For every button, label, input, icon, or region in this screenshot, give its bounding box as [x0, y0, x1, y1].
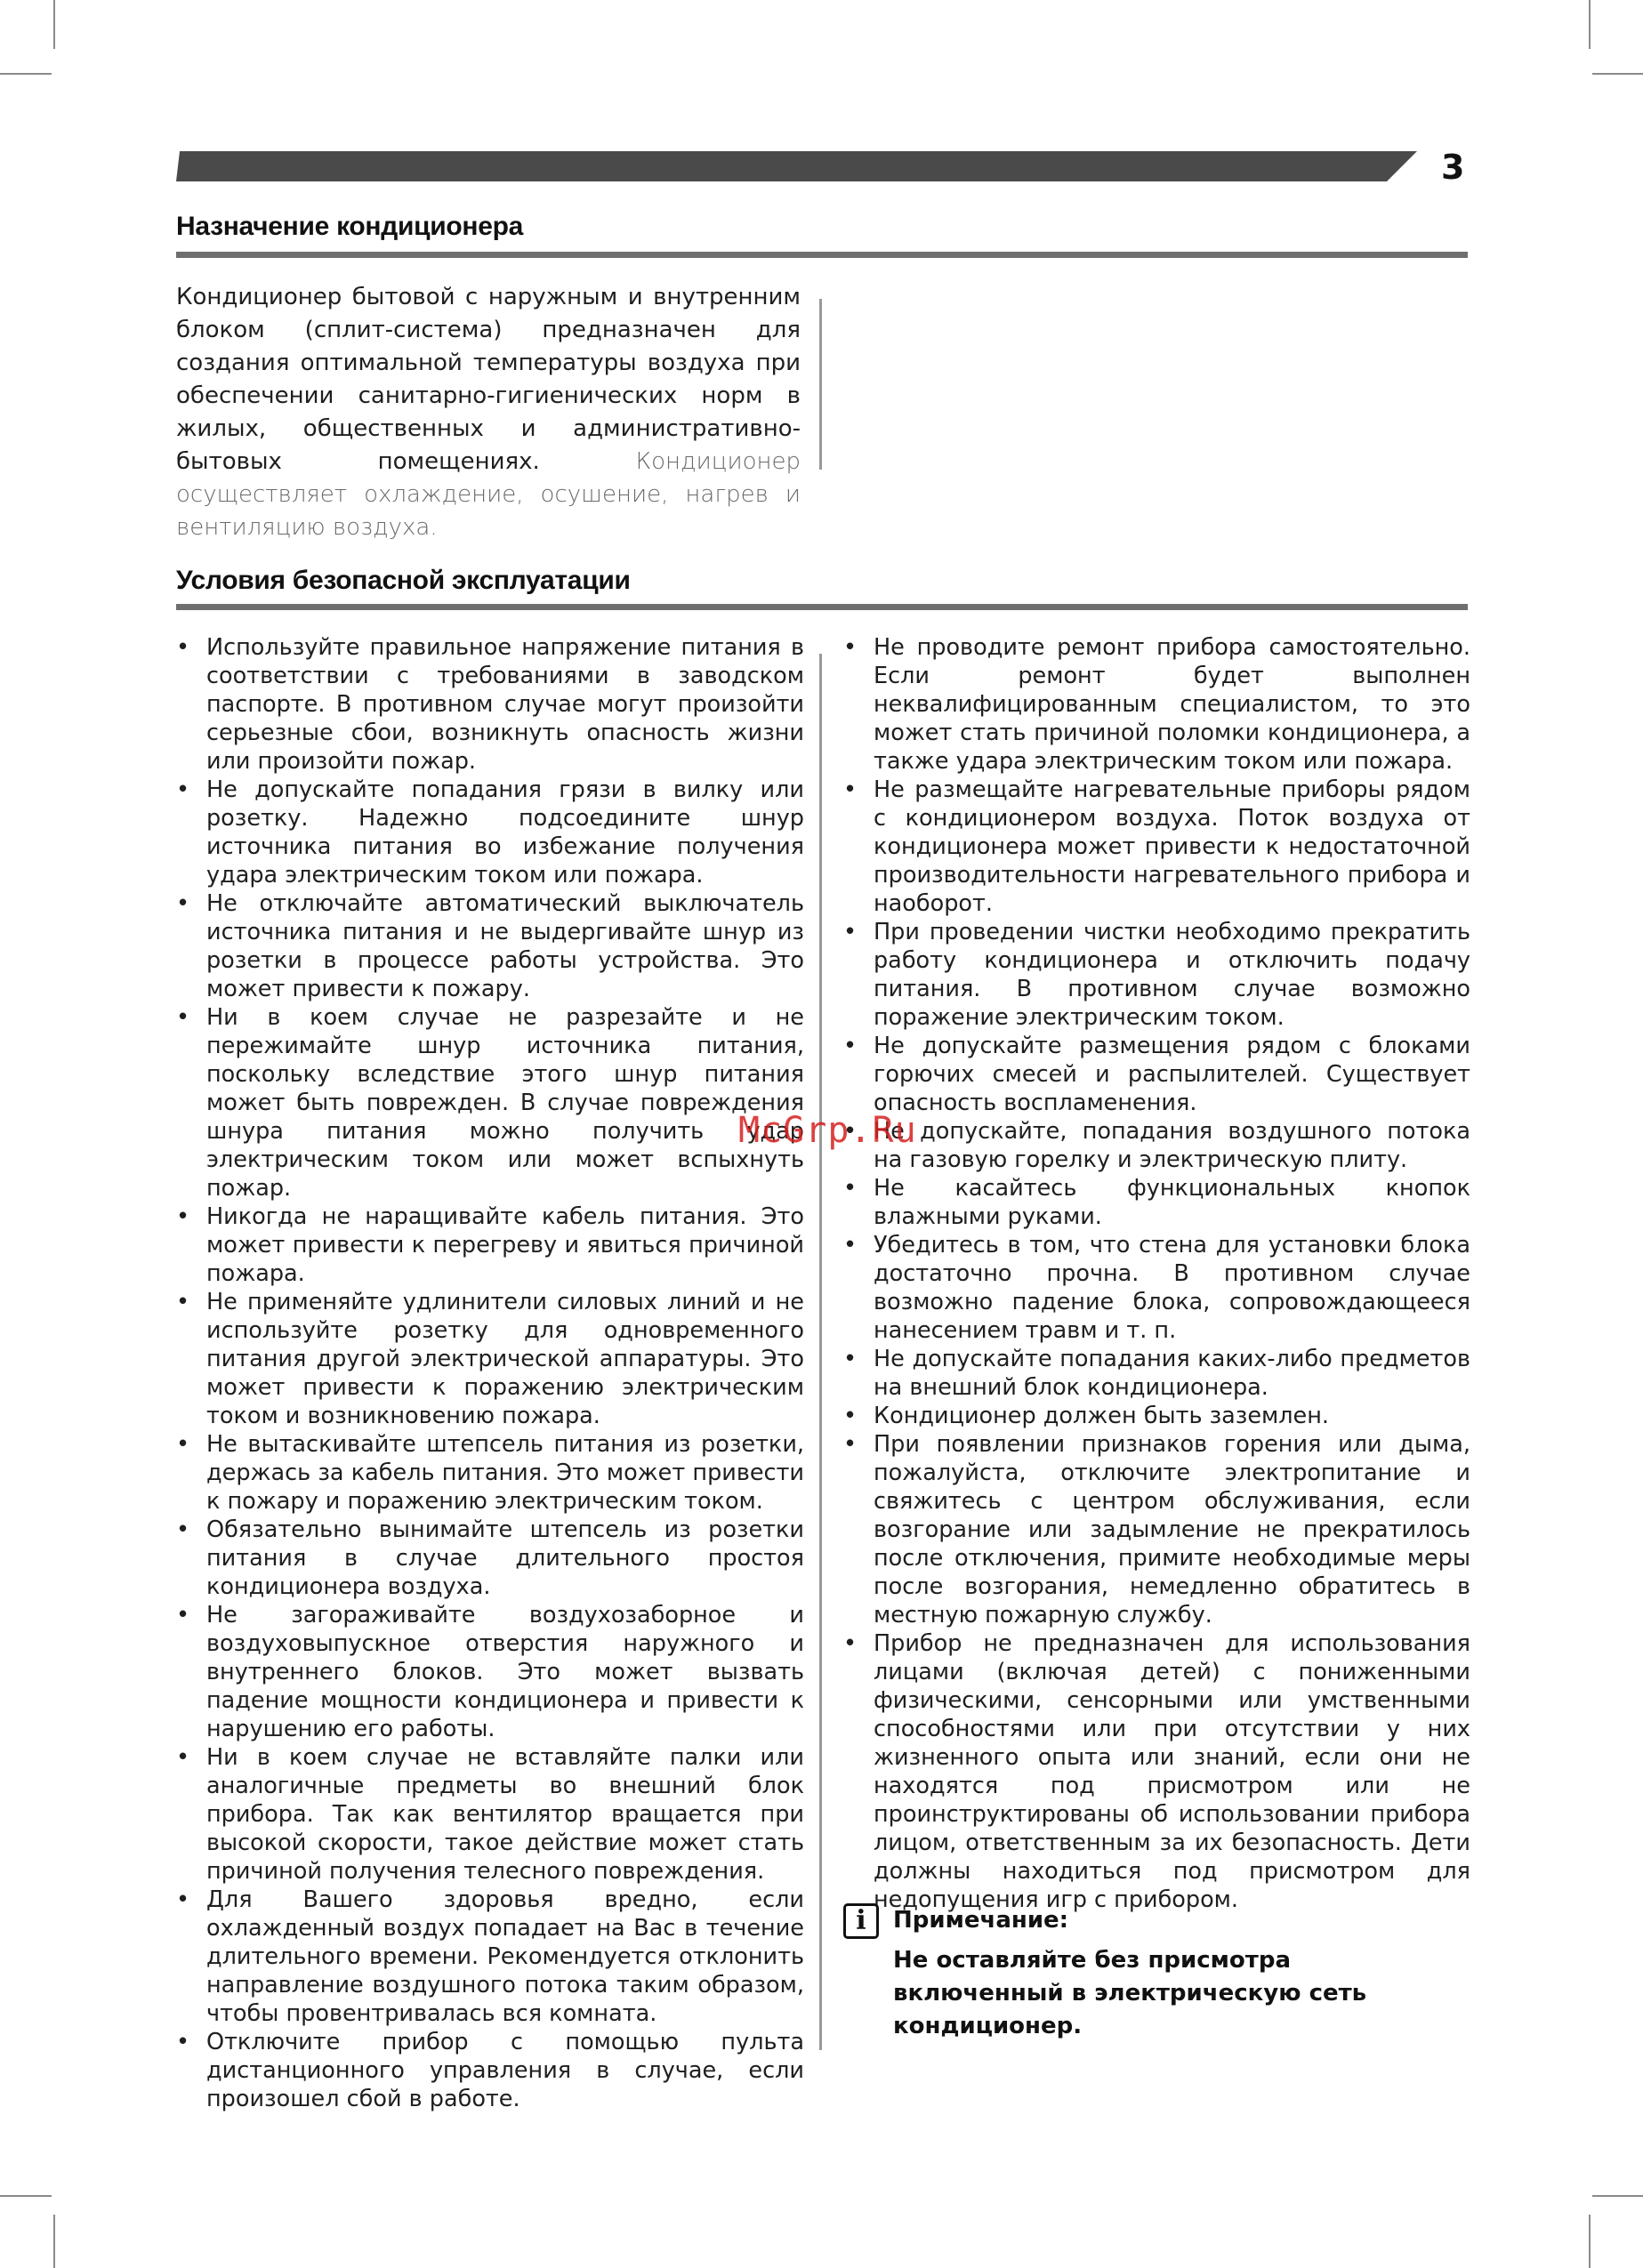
note-text: Не оставляйте без присмотра включенный в электрическую сеть кондиционер. — [893, 1947, 1367, 2039]
note-label: Примечание: — [893, 1907, 1069, 1934]
list-item: • Ни в коем случае не вставляйте палки или аналогичные предметы во внешний блок прибора. Так как вентилятор вращается при высокой скорости, такое действие может стать причиной получения телесного повреждения. — [176, 1743, 804, 1886]
purpose-text: Кондиционер бытовой с наружным и внутренним блоком (сплит-система) предназначен для создания оптимальной температуры воздуха при обеспечении санитарно-гигиенических норм в жилых, общественных и административно-бытовых помещениях. — [176, 284, 801, 475]
list-item: • Не допускайте попадания каких-либо предметов на внешний блок кондиционера. — [843, 1345, 1470, 1402]
safety-list-right — [843, 633, 1470, 1914]
purpose-text-functions: Кондиционер осуществляет охлаждение, осушение, нагрев и вентиляцию воздуха. — [176, 448, 801, 541]
crop-mark — [0, 73, 52, 75]
list-item: • Кондиционер должен быть заземлен. — [843, 1402, 1470, 1430]
list-item: • Используйте правильное напряжение питания в соответствии с требованиями в заводском паспорте. В противном случае могут произойти серьезные сбои, возникнуть опасность жизни или произойти пожар. — [176, 633, 804, 776]
list-item: • Для Вашего здоровья вредно, если охлажденный воздух попадает на Вас в течение длительного времени. Рекомендуется отклонить направление воздушного потока таким образом, чтобы провентривалась вся комната. — [176, 1886, 804, 2028]
list-item: • Никогда не наращивайте кабель питания. Это может привести к перегреву и явиться причиной пожара. — [176, 1202, 804, 1288]
list-item: • При появлении признаков горения или дыма, пожалуйста, отключите электропитание и свяжитесь с центром обслуживания, если возгорание или задымление не прекратилось после отключения, примите необходимые меры после возгорания, немедленно обратитесь в местную пожарную службу. — [843, 1430, 1470, 1629]
list-item: • Отключите прибор с помощью пульта дистанционного управления в случае, если произошел сбой в работе. — [176, 2028, 804, 2113]
watermark: McGrp.Ru — [738, 1110, 917, 1151]
list-item: • Не размещайте нагревательные приборы рядом с кондиционером воздуха. Поток воздуха от кондиционера может привести к недостаточной производительности нагревательного прибора и наоборот. — [843, 776, 1470, 918]
list-item: • Не вытаскивайте штепсель питания из розетки, держась за кабель питания. Это может привести к пожару и поражению электрическим током. — [176, 1430, 804, 1516]
column-divider — [819, 654, 822, 2050]
list-item: • Не допускайте, попадания воздушного потока на газовую горелку и электрическую плиту. — [843, 1117, 1470, 1174]
section-title-purpose: Назначение кондиционера — [176, 212, 524, 241]
list-item: • Не проводите ремонт прибора самостоятельно. Если ремонт будет выполнен неквалифицированным специалистом, то это может стать причиной поломки кондиционера, а также удара электрическим током или пожара. — [843, 633, 1470, 776]
purpose-paragraph — [176, 281, 801, 544]
crop-mark — [1592, 2195, 1643, 2197]
crop-mark — [1589, 0, 1591, 49]
list-item: • Ни в коем случае не разрезайте и не пережимайте шнур источника питания, поскольку вследствие этого шнур питания может быть поврежден. В случае повреждения шнура питания можно получить удар электрическим током или может вспыхнуть пожар. — [176, 1003, 804, 1202]
list-item: • Убедитесь в том, что стена для установки блока достаточно прочна. В противном случае возможно падение блока, сопровождающееся нанесением травм и т. п. — [843, 1231, 1470, 1345]
list-item: • Не отключайте автоматический выключатель источника питания и не выдергивайте шнур из розетки в процессе работы устройства. Это может привести к пожару. — [176, 889, 804, 1003]
crop-mark — [53, 0, 55, 49]
info-icon: i — [843, 1903, 879, 1939]
list-item: • Не касайтесь функциональных кнопок влажными руками. — [843, 1174, 1470, 1231]
list-item: • Не допускайте размещения рядом с блоками горючих смесей и распылителей. Существует опасность воспламенения. — [843, 1032, 1470, 1117]
section-divider — [176, 604, 1468, 610]
list-item: • Не загораживайте воздухозаборное и воздуховыпускное отверстия наружного и внутреннего блоков. Это может вызвать падение мощности кондиционера и привести к нарушению его работы. — [176, 1601, 804, 1743]
page-number: 3 — [1441, 148, 1465, 187]
section-title-safety: Условия безопасной эксплуатации — [176, 566, 631, 595]
section-divider — [176, 252, 1468, 258]
list-item: • Не применяйте удлинители силовых линий и не используйте розетку для одновременного питания другой электрической аппаратуры. Это может привести к поражению электрическим током и возникновению пожара. — [176, 1288, 804, 1430]
column-divider — [819, 299, 822, 470]
list-item: • Обязательно вынимайте штепсель из розетки питания в случае длительного простоя кондиционера воздуха. — [176, 1516, 804, 1601]
crop-mark — [1589, 2215, 1591, 2268]
crop-mark — [53, 2215, 55, 2268]
crop-mark — [0, 2195, 52, 2197]
safety-list-left — [176, 633, 804, 2113]
list-item: • При проведении чистки необходимо прекратить работу кондиционера и отключить подачу питания. В противном случае возможно поражение электрическим током. — [843, 918, 1470, 1032]
list-item: • Не допускайте попадания грязи в вилку или розетку. Надежно подсоедините шнур источника питания во избежание получения удара электрическим током или пожара. — [176, 776, 804, 889]
header-bar — [176, 151, 1417, 181]
crop-mark — [1592, 73, 1643, 75]
list-item: • Прибор не предназначен для использования лицами (включая детей) с пониженными физическими, сенсорными или умственными способностями или при отсутствии у них жизненного опыта или знаний, если они не находятся под присмотром или не проинструктированы об использовании прибора лицом, ответственным за их безопасность. Дети должны находиться под присмотром для недопущения игр с прибором. — [843, 1629, 1470, 1914]
